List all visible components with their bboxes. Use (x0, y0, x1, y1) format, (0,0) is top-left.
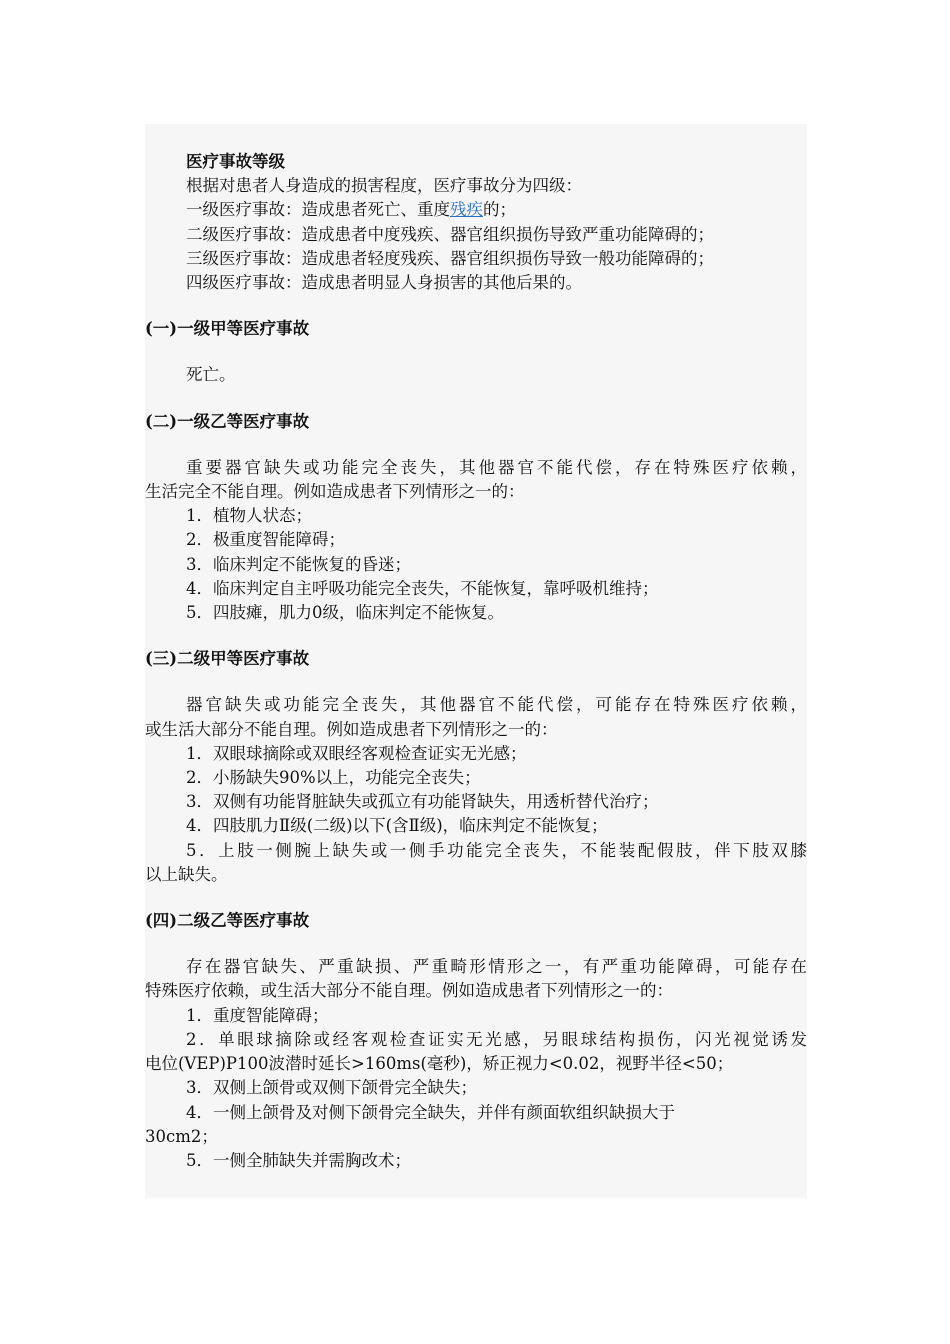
list-item-continuation: 电位(VEP)P100波潜时延长>160ms(毫秒)，矫正视力<0.02，视野半径<50； (145, 1054, 734, 1074)
list-item: 1．植物人状态； (186, 506, 312, 526)
section-3-heading: (三)二级甲等医疗事故 (145, 649, 310, 669)
list-item-continuation: 以上缺失。 (145, 864, 228, 884)
document-body (145, 150, 807, 1173)
section-1-body: 死亡。 (186, 365, 236, 385)
section-1-heading: (一)一级甲等医疗事故 (145, 319, 310, 339)
section-3-para-line-1: 器官缺失或功能完全丧失，其他器官不能代偿，可能存在特殊医疗依赖， (186, 695, 807, 715)
list-item: 2．单眼球摘除或经客观检查证实无光感，另眼球结构损伤，闪光视觉诱发 (186, 1029, 807, 1049)
disability-link[interactable]: 残疾 (450, 200, 483, 220)
level-2-line: 二级医疗事故：造成患者中度残疾、器官组织损伤导致严重功能障碍的； (186, 224, 714, 244)
list-item: 3．临床判定不能恢复的昏迷； (186, 554, 411, 574)
list-item: 5．四肢瘫，肌力0级，临床判定不能恢复。 (186, 603, 504, 623)
list-item: 4．临床判定自主呼吸功能完全丧失，不能恢复，靠呼吸机维持； (186, 578, 659, 598)
section-4-heading: (四)二级乙等医疗事故 (145, 911, 310, 931)
list-item: 5．上肢一侧腕上缺失或一侧手功能完全丧失，不能装配假肢，伴下肢双膝 (186, 840, 807, 860)
section-2-heading: (二)一级乙等医疗事故 (145, 411, 310, 431)
section-2-para-line-1: 重要器官缺失或功能完全丧失，其他器官不能代偿，存在特殊医疗依赖， (186, 457, 807, 477)
list-item: 1．双眼球摘除或双眼经客观检查证实无光感； (186, 743, 527, 763)
intro-lead: 根据对患者人身造成的损害程度，医疗事故分为四级： (186, 176, 582, 196)
list-item: 2．小肠缺失90%以上，功能完全丧失； (186, 768, 481, 788)
level-4-line: 四级医疗事故：造成患者明显人身损害的其他后果的。 (186, 273, 582, 293)
list-item: 3．双侧上颌骨或双侧下颌骨完全缺失； (186, 1078, 477, 1098)
level-1-suffix: 的； (483, 200, 516, 220)
section-3-para-line-2: 或生活大部分不能自理。例如造成患者下列情形之一的： (145, 719, 558, 739)
level-1-line (145, 198, 807, 222)
list-item: 5．一侧全肺缺失并需胸改术； (186, 1150, 411, 1170)
list-item-continuation: 30cm2； (145, 1126, 218, 1146)
section-2-para-line-2: 生活完全不能自理。例如造成患者下列情形之一的： (145, 482, 525, 502)
level-1-text: 一级医疗事故：造成患者死亡、重度 (186, 200, 450, 220)
list-item: 1．重度智能障碍； (186, 1005, 329, 1025)
section-4-para-line-2: 特殊医疗依赖，或生活大部分不能自理。例如造成患者下列情形之一的： (145, 981, 673, 1001)
doc-title: 医疗事故等级 (186, 152, 285, 171)
list-item: 4．一侧上颌骨及对侧下颌骨完全缺失，并伴有颜面软组织缺损大于 (186, 1102, 675, 1122)
level-3-line: 三级医疗事故：造成患者轻度残疾、器官组织损伤导致一般功能障碍的； (186, 248, 714, 268)
list-item: 4．四肢肌力Ⅱ级(二级)以下(含Ⅱ级)，临床判定不能恢复； (186, 816, 608, 836)
list-item: 2．极重度智能障碍； (186, 530, 345, 550)
list-item: 3．双侧有功能肾脏缺失或孤立有功能肾缺失，用透析替代治疗； (186, 792, 659, 812)
section-4-para-line-1: 存在器官缺失、严重缺损、严重畸形情形之一，有严重功能障碍，可能存在 (186, 957, 807, 977)
